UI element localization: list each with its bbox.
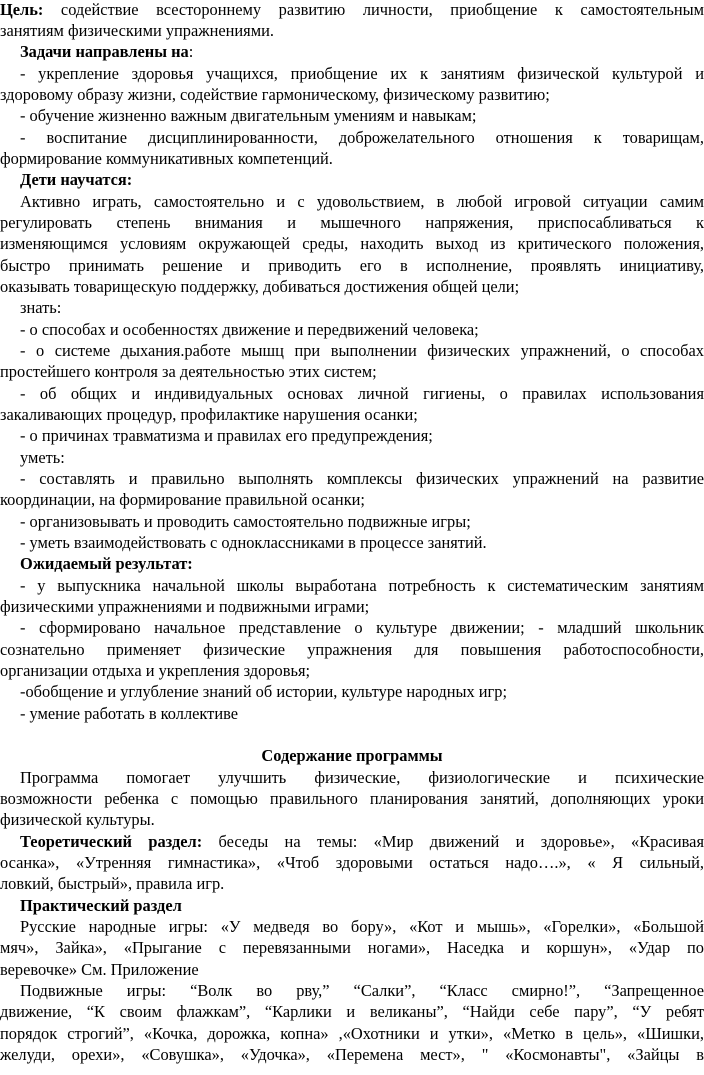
text-line: желуди, орехи», «Совушка», «Удочка», «Перемена мест», " «Космонавты", «Зайцы в	[0, 1045, 704, 1064]
text-line: - организовывать и проводить самостоятельно подвижные игры;	[20, 512, 471, 531]
text-line: мяч», Зайка», «Прыгание с перевязанными ногами», Наседка и коршун», «Удар по	[0, 938, 704, 957]
text-line: ловкий, быстрый», правила игр.	[0, 874, 225, 893]
text-line: движение, “К своим флажкам”, “Карлики и великаны”, “Найди себе пару”, “У ребят	[0, 1002, 704, 1021]
text-line: Подвижные игры: “Волк во рву,” “Салки”, “Класс смирно!”, “Запрещенное	[20, 981, 704, 1000]
text-line: физическими упражнениями и подвижными играми;	[0, 597, 370, 616]
text-line: - умение работать в коллективе	[20, 704, 239, 723]
text-line: быстро принимать решение и приводить его в исполнение, проявлять инициативу,	[0, 256, 704, 275]
text-line: простейшего контроля за деятельностью этих систем;	[0, 362, 377, 381]
text-line: - укрепление здоровья учащихся, приобщение их к занятиям физической культурой и	[20, 64, 704, 83]
text-line: оказывать товарищескую поддержку, добиваться достижения общей цели;	[0, 277, 520, 296]
text-line: возможности ребенка с помощью правильного планирования занятий, дополняющих уроки	[0, 789, 704, 808]
text-line: Русские народные игры: «У медведя во бору», «Кот и мышь», «Горелки», «Большой	[20, 917, 704, 936]
text-line: формирование коммуникативных компетенций.	[0, 149, 333, 168]
text-line: - уметь взаимодействовать с одноклассниками в процессе занятий.	[20, 533, 487, 552]
text-line: изменяющимся условиям окружающей среды, находить выход из критического положения,	[0, 234, 704, 253]
text-line: - воспитание дисциплинированности, доброжелательного отношения к товарищам,	[20, 128, 704, 147]
goal-line: Цель: содействие всестороннему развитию личности, приобщение к самостоятельным	[0, 0, 704, 19]
text-line: физической культуры.	[0, 810, 155, 829]
text-line: занятиям физическими упражнениями.	[0, 21, 274, 40]
text-line: - у выпускника начальной школы выработана потребность к систематическим занятиям	[20, 576, 704, 595]
text-line: - о причинах травматизма и правилах его предупреждения;	[20, 426, 433, 445]
text-line: - обучение жизненно важным двигательным умениям и навыкам;	[20, 106, 477, 125]
text-line: сознательно применяет физические упражнения для повышения работоспособности,	[0, 640, 704, 659]
goal-label: Цель:	[0, 0, 44, 19]
text-line: закаливающих процедур, профилактике нарушения осанки;	[0, 405, 418, 424]
text-line: - сформировано начальное представление о культуре движении; - младший школьник	[20, 618, 704, 637]
text-line: Активно играть, самостоятельно и с удовольствием, в любой игровой ситуации самим	[20, 192, 704, 211]
tasks-heading: Задачи направлены на:	[20, 42, 194, 61]
text-line: здоровому образу жизни, содействие гармоническому, физическому развитию;	[0, 85, 550, 104]
expected-result-heading: Ожидаемый результат:	[20, 554, 193, 573]
text-line: порядок строгий”, «Кочка, дорожка, копна» ,«Охотники и утки», «Метко в цель», «Шишки,	[0, 1024, 704, 1043]
know-label: знать:	[20, 298, 62, 317]
practice-section-heading: Практический раздел	[20, 896, 182, 915]
children-learn-heading: Дети научатся:	[20, 170, 133, 189]
text-line: Программа помогает улучшить физические, физиологические и психические	[20, 768, 704, 787]
text-line: осанка», «Утренняя гимнастика», «Чтоб здоровыми остаться надо….», « Я сильный,	[0, 853, 704, 872]
text-line: - о системе дыхания.работе мышц при выполнении физических упражнений, о способах	[20, 341, 704, 360]
text-line: - составлять и правильно выполнять комплексы физических упражнений на развитие	[20, 469, 704, 488]
text-line: -обобщение и углубление знаний об истории, культуре народных игр;	[20, 682, 508, 701]
text-line: - о способах и особенностях движение и передвижений человека;	[20, 320, 479, 339]
theory-section-line: Теоретический раздел: беседы на темы: «Мир движений и здоровье», «Красивая	[20, 832, 704, 851]
text-line: веревочке» См. Приложение	[0, 960, 199, 979]
program-content-heading: Содержание программы	[261, 746, 443, 765]
text-line: координации, на формирование правильной осанки;	[0, 490, 365, 509]
text-line: регулировать степень внимания и мышечного напряжения, приспосабливаться к	[0, 213, 704, 232]
text-line: - об общих и индивидуальных основах личной гигиены, о правилах использования	[20, 384, 704, 403]
can-label: уметь:	[20, 448, 65, 467]
text-line: организации отдыха и укрепления здоровья;	[0, 661, 311, 680]
